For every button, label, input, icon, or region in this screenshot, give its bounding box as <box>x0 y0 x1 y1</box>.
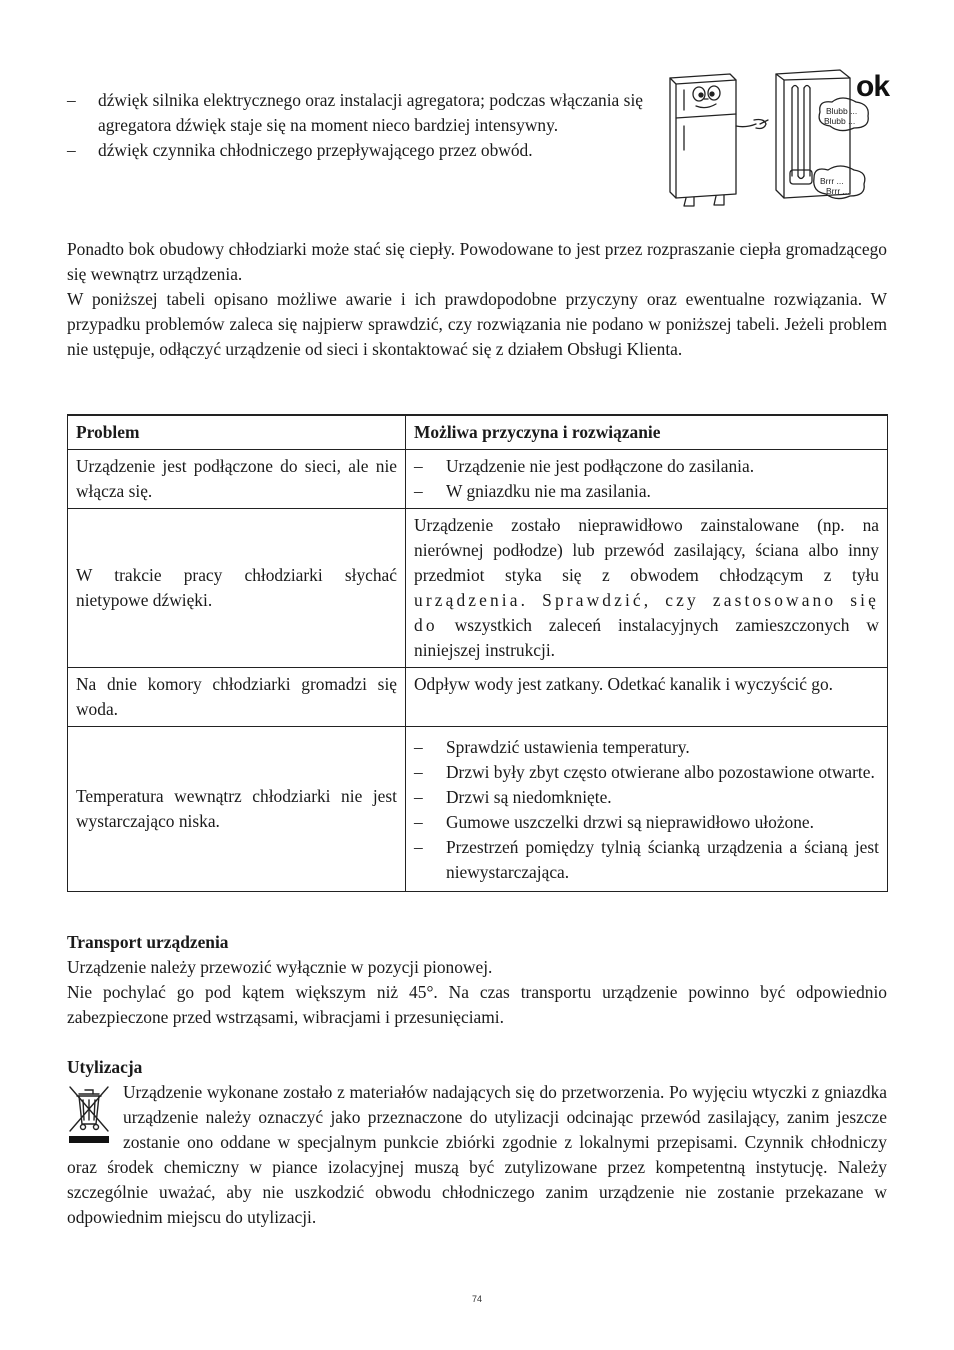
section-heading: Utylizacja <box>67 1057 143 1077</box>
list-item: – Przestrzeń pomiędzy tylnią ścianką urządzenia a ścianą jest niewystarczająca. <box>414 835 879 885</box>
page-number: 74 <box>471 1294 482 1304</box>
problem-cell: W trakcie pracy chłodziarki słychać nietypowe dźwięki. <box>68 509 406 668</box>
table-row <box>68 509 888 668</box>
list-item: – Gumowe uszczelki drzwi są nieprawidłowo ułożone. <box>414 810 879 835</box>
table-row <box>68 450 888 509</box>
bubble-text: Brrr ... <box>820 176 844 186</box>
section-heading: Transport urządzenia <box>67 932 229 952</box>
list-item: – Sprawdzić ustawienia temperatury. <box>414 735 879 760</box>
bubble-text: Blubb ... <box>826 106 858 116</box>
solution-text: Urządzenie zostało nieprawidłowo zainstalowane (np. na nierównej podłodze) lub przewód zasilający, ściana albo inny przedmiot styka się z obwodem chłodzącym z tyłu <box>414 515 879 585</box>
bubble-text: Brrr ... <box>826 186 850 196</box>
transport-section <box>67 930 887 1030</box>
list-item: – Drzwi były zbyt często otwierane albo pozostawione otwarte. <box>414 760 879 785</box>
list-item: – Drzwi są niedomknięte. <box>414 785 879 810</box>
troubleshooting-table <box>67 414 888 892</box>
problem-cell: Temperatura wewnątrz chłodziarki nie jest wystarczająco niska. <box>68 727 406 892</box>
noise-bullet-list <box>67 88 643 163</box>
solution-text: urządzenia. Sprawdzić, czy zastosowano się do <box>414 590 879 635</box>
brand-logo: ok <box>856 70 890 103</box>
solution-list <box>414 735 879 885</box>
paragraph: Nie pochylać go pod kątem większym niż 45°. Na czas transportu urządzenie powinno być odpowiednio zabezpieczone przed wstrząsami, wibracjami i przesunięciami. <box>67 982 887 1027</box>
table-header-row <box>68 415 888 450</box>
list-item: – Urządzenie nie jest podłączone do zasilania. <box>414 454 879 479</box>
column-header: Możliwa przyczyna i rozwiązanie <box>406 415 888 450</box>
table-row <box>68 727 888 892</box>
paragraph: Urządzenie należy przewozić wyłącznie w pozycji pionowej. <box>67 957 493 977</box>
list-item: – W gniazdku nie ma zasilania. <box>414 479 879 504</box>
paragraph: Ponadto bok obudowy chłodziarki może stać się ciepły. Powodowane to jest przez rozpraszanie ciepła gromadzącego się wewnątrz urządzenia. <box>67 239 887 284</box>
intro-section <box>67 237 887 362</box>
list-item: – dźwięk czynnika chłodniczego przepływającego przez obwód. <box>67 138 643 163</box>
solution-text: wszystkich zaleceń instalacyjnych zamieszczonych w niniejszej instrukcji. <box>414 615 879 660</box>
solution-cell <box>406 727 888 892</box>
solution-list <box>414 454 879 504</box>
crossed-out-wheelie-bin-icon <box>67 1084 111 1144</box>
table-row <box>68 668 888 727</box>
paragraph: W poniższej tabeli opisano możliwe awarie i ich prawdopodobne przyczyny oraz ewentualne rozwiązania. W przypadku problemów zaleca się najpierw sprawdzić, czy rozwiązania nie podano w poniższej tabeli. Jeżeli problem nie ustępuje, odłączyć urządzenie od sieci i skontaktować się z działem Obsługi Klienta. <box>67 289 887 359</box>
disposal-section <box>67 1055 887 1230</box>
list-item: – dźwięk silnika elektrycznego oraz instalacji agregatora; podczas włączania się agregatora dźwięk staje się na moment nieco bardziej intensywny. <box>67 88 643 138</box>
solution-cell <box>406 450 888 509</box>
solution-cell <box>406 509 888 668</box>
problem-cell: Urządzenie jest podłączone do sieci, ale nie włącza się. <box>68 450 406 509</box>
column-header: Problem <box>68 415 406 450</box>
paragraph: Urządzenie wykonane zostało z materiałów nadających się do przetworzenia. Po wyjęciu wtyczki z gniazdka urządzenie należy oznaczyć jako przeznaczone do utylizacji odcinając przewód zasilający, zanim jeszcze zostanie ono oddane w specjalnym punkcie zbiórki zgodnie z lokalnymi przepisami. Czynnik chłodniczy oraz środek chemiczny w piance izolacyjnej muszą być zutylizowane przez kompetentną instytucję. Należy szczególnie uważać, aby nie uszkodzić obwodu chłodniczego zanim urządzenie nie zostanie przekazane w odpowiednim miejscu do utylizacji. <box>67 1082 887 1227</box>
solution-cell: Odpływ wody jest zatkany. Odetkać kanalik i wyczyścić go. <box>406 668 888 727</box>
bubble-text: Blubb ... <box>824 116 856 126</box>
problem-cell: Na dnie komory chłodziarki gromadzi się woda. <box>68 668 406 727</box>
